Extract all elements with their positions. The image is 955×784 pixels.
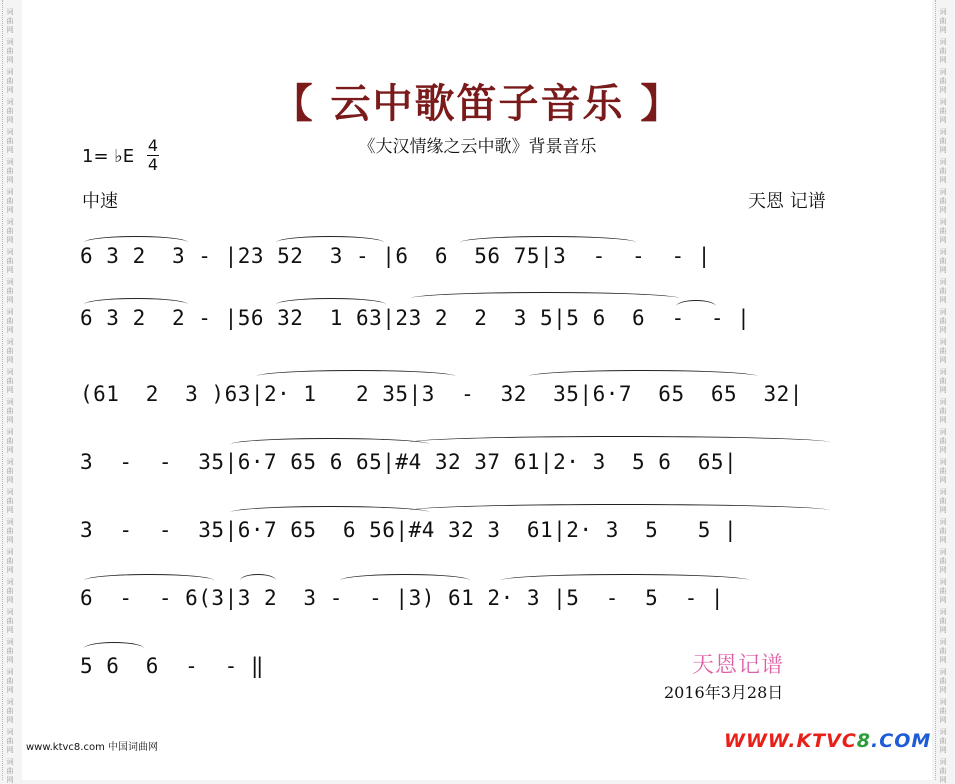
watermark-char: 词 — [6, 518, 14, 526]
watermark-char: 曲 — [939, 737, 947, 745]
watermark-char: 网 — [6, 446, 14, 454]
notation-line: 3 - - 35|6·7 65 6 65|#4 32 37 61|2· 3 5 6 65| — [80, 450, 738, 474]
watermark-char: 网 — [939, 56, 947, 64]
watermark-char: 词 — [6, 578, 14, 586]
watermark-char: 曲 — [6, 647, 14, 655]
watermark-char: 曲 — [939, 197, 947, 205]
watermark-char: 网 — [6, 416, 14, 424]
watermark-char: 词 — [939, 488, 947, 496]
watermark-char: 词 — [6, 8, 14, 16]
watermark-char: 曲 — [6, 137, 14, 145]
watermark-char: 网 — [6, 236, 14, 244]
score-line-3 — [80, 374, 860, 418]
watermark-char: 网 — [939, 626, 947, 634]
tempo-marking: 中速 — [82, 191, 118, 212]
watermark-char: 词 — [939, 398, 947, 406]
watermark-char: 词 — [6, 68, 14, 76]
watermark-char: 网 — [6, 746, 14, 754]
watermark-char: 网 — [939, 596, 947, 604]
watermark-char: 网 — [939, 326, 947, 334]
watermark-char: 词 — [939, 128, 947, 136]
watermark-char: 曲 — [6, 557, 14, 565]
watermark-char: 词 — [939, 188, 947, 196]
watermark-char: 词 — [6, 158, 14, 166]
watermark-char: 词 — [939, 98, 947, 106]
watermark-char: 曲 — [6, 47, 14, 55]
watermark-char: 曲 — [939, 527, 947, 535]
watermark-char: 词 — [6, 638, 14, 646]
watermark-char: 曲 — [6, 707, 14, 715]
transcription-date: 2016年3月28日 — [664, 683, 784, 702]
watermark-char: 曲 — [939, 647, 947, 655]
score-line-5 — [80, 510, 860, 554]
watermark-char: 曲 — [939, 557, 947, 565]
watermark-char: 网 — [939, 746, 947, 754]
watermark-char: 网 — [939, 716, 947, 724]
watermark-char: 网 — [939, 146, 947, 154]
logo-text-part: 8 — [856, 730, 872, 752]
watermark-char: 词 — [939, 608, 947, 616]
watermark-char: 曲 — [939, 407, 947, 415]
watermark-char: 曲 — [939, 677, 947, 685]
watermark-char: 网 — [6, 716, 14, 724]
watermark-char: 曲 — [6, 377, 14, 385]
watermark-char: 词 — [6, 218, 14, 226]
watermark-char: 曲 — [939, 47, 947, 55]
watermark-char: 网 — [6, 266, 14, 274]
watermark-char: 曲 — [939, 17, 947, 25]
notation-line: 6 - - 6(3|3 2 3 - - |3) 61 2· 3 |5 - 5 - | — [80, 586, 725, 610]
footer-site-text[interactable]: www.ktvc8.com 中国词曲网 — [26, 742, 159, 753]
watermark-char: 词 — [939, 158, 947, 166]
watermark-char: 网 — [939, 776, 947, 784]
notation-line: 6 3 2 3 - |23 52 3 - |6 6 56 75|3 - - - | — [80, 244, 711, 268]
watermark-char: 网 — [6, 356, 14, 364]
watermark-char: 曲 — [939, 77, 947, 85]
watermark-char: 词 — [6, 698, 14, 706]
watermark-char: 词 — [939, 458, 947, 466]
watermark-char: 词 — [6, 458, 14, 466]
watermark-char: 曲 — [939, 107, 947, 115]
watermark-char: 词 — [939, 308, 947, 316]
watermark-char: 网 — [6, 566, 14, 574]
watermark-char: 曲 — [939, 137, 947, 145]
watermark-char: 词 — [939, 638, 947, 646]
watermark-char: 网 — [6, 686, 14, 694]
watermark-char: 网 — [939, 446, 947, 454]
watermark-char: 词 — [6, 278, 14, 286]
watermark-char: 词 — [6, 758, 14, 766]
watermark-char: 曲 — [6, 287, 14, 295]
watermark-char: 曲 — [939, 497, 947, 505]
watermark-char: 词 — [6, 608, 14, 616]
watermark-char: 曲 — [6, 587, 14, 595]
logo-text-part: .COM — [871, 730, 932, 752]
watermark-char: 网 — [6, 86, 14, 94]
watermark-char: 网 — [6, 26, 14, 34]
key-signature: 1= ♭E — [82, 146, 135, 167]
watermark-char: 网 — [6, 476, 14, 484]
watermark-char: 网 — [939, 506, 947, 514]
watermark-char: 网 — [6, 176, 14, 184]
watermark-char: 曲 — [6, 107, 14, 115]
watermark-char: 网 — [939, 206, 947, 214]
watermark-char: 词 — [6, 308, 14, 316]
time-signature — [146, 138, 160, 173]
watermark-char: 词 — [6, 338, 14, 346]
watermark-char: 词 — [939, 548, 947, 556]
watermark-char: 曲 — [939, 227, 947, 235]
watermark-char: 曲 — [6, 197, 14, 205]
watermark-char: 网 — [939, 116, 947, 124]
watermark-char: 曲 — [6, 227, 14, 235]
watermark-char: 词 — [6, 398, 14, 406]
watermark-char: 曲 — [6, 437, 14, 445]
watermark-char: 曲 — [6, 317, 14, 325]
meter-top: 4 — [147, 136, 159, 155]
watermark-char: 网 — [6, 776, 14, 784]
watermark-char: 网 — [939, 26, 947, 34]
score-title: 【 云中歌笛子音乐 】 — [272, 80, 683, 127]
watermark-char: 词 — [939, 728, 947, 736]
watermark-char: 词 — [939, 578, 947, 586]
watermark-char: 网 — [939, 86, 947, 94]
watermark-char: 曲 — [6, 167, 14, 175]
watermark-char: 曲 — [939, 167, 947, 175]
watermark-char: 曲 — [939, 257, 947, 265]
watermark-char: 网 — [6, 326, 14, 334]
notation-line: 6 3 2 2 - |56 32 1 63|23 2 2 3 5|5 6 6 - - | — [80, 306, 751, 330]
watermark-char: 网 — [939, 476, 947, 484]
watermark-char: 曲 — [939, 467, 947, 475]
slur — [410, 292, 680, 305]
watermark-char: 网 — [939, 566, 947, 574]
watermark-char: 词 — [6, 248, 14, 256]
watermark-char: 词 — [939, 668, 947, 676]
notation-line: (61 2 3 )63|2· 1 2 35|3 - 32 35|6·7 65 65 32| — [80, 382, 803, 406]
transcriber-credit: 天恩 记谱 — [748, 191, 826, 212]
watermark-char: 网 — [939, 386, 947, 394]
watermark-char: 词 — [939, 8, 947, 16]
score-line-1 — [80, 236, 860, 280]
watermark-char: 词 — [6, 488, 14, 496]
watermark-char: 曲 — [6, 527, 14, 535]
watermark-char: 曲 — [6, 347, 14, 355]
watermark-char: 词 — [939, 368, 947, 376]
watermark-char: 曲 — [939, 617, 947, 625]
watermark-char: 网 — [6, 626, 14, 634]
watermark-char: 词 — [6, 428, 14, 436]
watermark-char: 曲 — [6, 737, 14, 745]
watermark-char: 词 — [6, 548, 14, 556]
watermark-char: 曲 — [939, 767, 947, 775]
watermark-char: 词 — [939, 518, 947, 526]
watermark-char: 曲 — [6, 77, 14, 85]
score-line-4 — [80, 442, 860, 486]
notation-line: 3 - - 35|6·7 65 6 56|#4 32 3 61|2· 3 5 5 | — [80, 518, 738, 542]
footer-logo[interactable] — [724, 730, 931, 752]
watermark-char: 网 — [6, 56, 14, 64]
score-line-2 — [80, 298, 860, 342]
logo-text-part: KTVC — [796, 730, 857, 752]
slur — [410, 436, 830, 449]
watermark-char: 网 — [939, 236, 947, 244]
watermark-char: 词 — [939, 758, 947, 766]
watermark-char: 曲 — [939, 317, 947, 325]
watermark-char: 曲 — [6, 257, 14, 265]
slur — [410, 504, 830, 517]
watermark-char: 网 — [939, 176, 947, 184]
watermark-char: 网 — [939, 536, 947, 544]
watermark-char: 词 — [6, 98, 14, 106]
watermark-char: 词 — [6, 728, 14, 736]
watermark-char: 词 — [6, 368, 14, 376]
watermark-char: 词 — [939, 338, 947, 346]
watermark-char: 词 — [939, 218, 947, 226]
watermark-char: 网 — [939, 296, 947, 304]
watermark-char: 网 — [6, 146, 14, 154]
watermark-char: 曲 — [6, 467, 14, 475]
transcriber-stamp: 天恩记谱 — [692, 653, 785, 678]
watermark-char: 词 — [939, 698, 947, 706]
watermark-char: 网 — [6, 656, 14, 664]
watermark-char: 曲 — [6, 767, 14, 775]
watermark-char: 曲 — [939, 287, 947, 295]
watermark-char: 词 — [939, 248, 947, 256]
watermark-char: 曲 — [939, 707, 947, 715]
watermark-char: 网 — [6, 596, 14, 604]
watermark-char: 曲 — [6, 497, 14, 505]
watermark-char: 网 — [939, 266, 947, 274]
score-line-6 — [80, 578, 860, 622]
watermark-char: 网 — [6, 206, 14, 214]
watermark-char: 曲 — [939, 347, 947, 355]
watermark-char: 词 — [939, 38, 947, 46]
score-subtitle: 《大汉情缘之云中歌》背景音乐 — [358, 137, 597, 157]
watermark-char: 曲 — [939, 587, 947, 595]
notation-line: 5 6 6 - - ‖ — [80, 654, 265, 678]
watermark-char: 网 — [6, 116, 14, 124]
logo-text-part: WWW. — [724, 730, 797, 752]
watermark-char: 网 — [939, 356, 947, 364]
watermark-char: 词 — [6, 668, 14, 676]
watermark-char: 曲 — [939, 377, 947, 385]
watermark-char: 词 — [939, 428, 947, 436]
watermark-char: 网 — [6, 506, 14, 514]
watermark-char: 网 — [939, 686, 947, 694]
watermark-char: 词 — [939, 278, 947, 286]
watermark-char: 曲 — [6, 407, 14, 415]
watermark-char: 网 — [939, 656, 947, 664]
meter-bottom: 4 — [147, 155, 159, 174]
watermark-char: 曲 — [939, 437, 947, 445]
watermark-char: 网 — [6, 386, 14, 394]
watermark-char: 网 — [6, 296, 14, 304]
watermark-char: 词 — [6, 128, 14, 136]
watermark-char: 曲 — [6, 677, 14, 685]
watermark-char: 词 — [939, 68, 947, 76]
watermark-char: 曲 — [6, 617, 14, 625]
watermark-char: 网 — [6, 536, 14, 544]
watermark-char: 词 — [6, 188, 14, 196]
watermark-char: 网 — [939, 416, 947, 424]
watermark-char: 词 — [6, 38, 14, 46]
watermark-char: 曲 — [6, 17, 14, 25]
